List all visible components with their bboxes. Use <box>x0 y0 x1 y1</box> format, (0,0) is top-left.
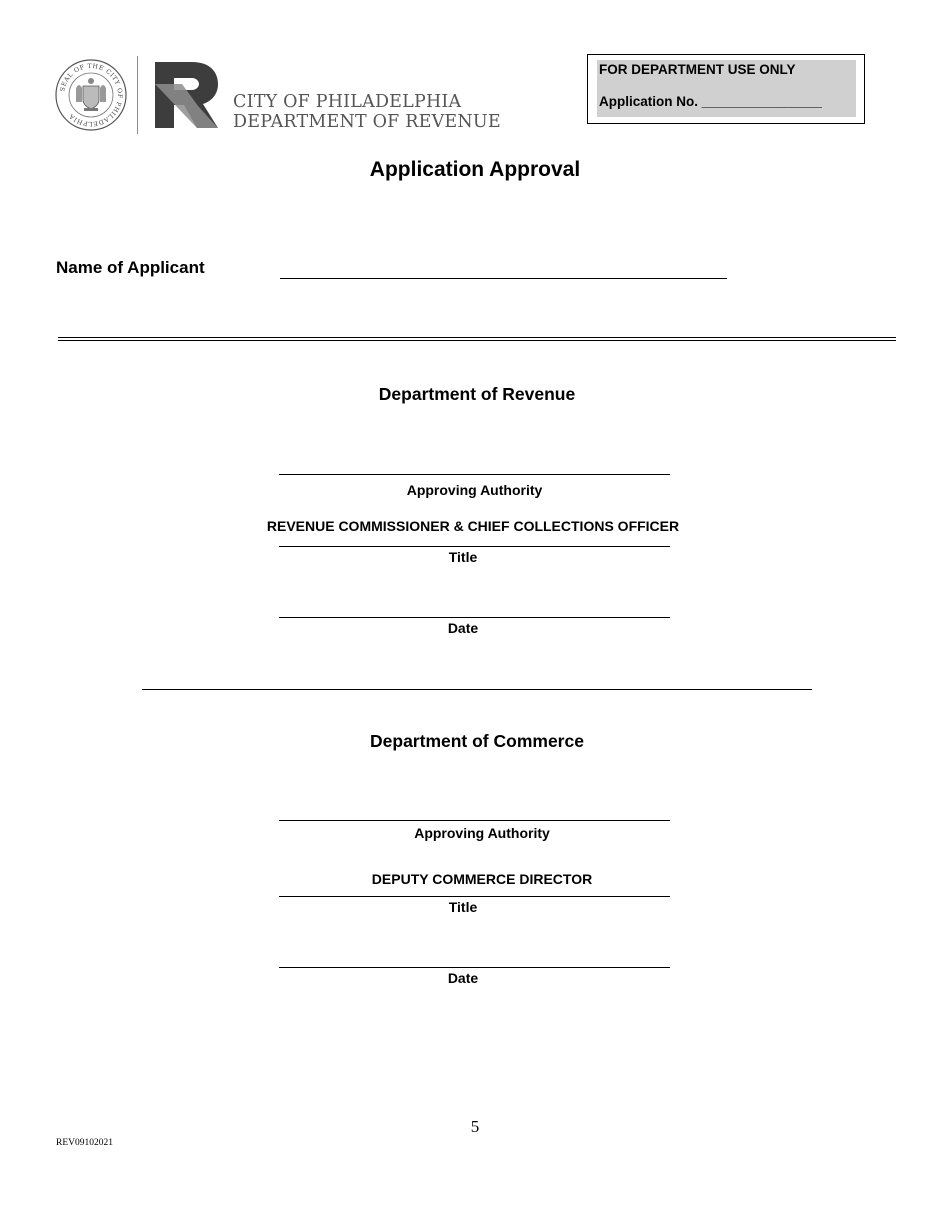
commerce-title-value: DEPUTY COMMERCE DIRECTOR <box>371 871 593 887</box>
revenue-r-logo-icon <box>152 60 222 130</box>
logo-divider <box>137 56 138 134</box>
revenue-title-value: REVENUE COMMISSIONER & CHIEF COLLECTIONS OFFICER <box>266 518 680 534</box>
section-divider-bottom <box>58 340 896 341</box>
revenue-title-label: Title <box>448 549 478 565</box>
applicant-name-label: Name of Applicant <box>56 258 205 277</box>
commerce-date-line[interactable] <box>279 967 670 968</box>
department-separator <box>142 689 812 690</box>
commerce-title-label: Title <box>448 899 478 915</box>
page-number: 5 <box>470 1117 480 1136</box>
revenue-date-label: Date <box>447 620 479 636</box>
application-number-field[interactable]: Application No. ________________ <box>599 94 822 109</box>
revenue-section-heading: Department of Revenue <box>378 384 576 404</box>
department-use-label: FOR DEPARTMENT USE ONLY <box>599 62 796 77</box>
revenue-title-line <box>279 546 670 547</box>
page-title: Application Approval <box>369 158 581 181</box>
revenue-date-line[interactable] <box>279 617 670 618</box>
commerce-title-line <box>279 896 670 897</box>
commerce-approving-authority-label: Approving Authority <box>414 825 550 841</box>
revenue-signature-line[interactable] <box>279 474 670 475</box>
department-use-box <box>587 54 865 124</box>
commerce-date-label: Date <box>447 970 479 986</box>
revenue-approving-authority-label: Approving Authority <box>406 482 543 498</box>
svg-text:SEAL OF THE CITY OF PHILADELPH: SEAL OF THE CITY OF PHILADELPHIA <box>59 62 124 128</box>
city-seal-icon <box>54 58 128 132</box>
brand-line-city: CITY OF PHILADELPHIA <box>233 92 462 112</box>
form-code: REV09102021 <box>56 1138 113 1148</box>
commerce-section-heading: Department of Commerce <box>370 731 584 751</box>
section-divider-top <box>58 337 896 338</box>
applicant-name-field[interactable] <box>280 278 727 279</box>
commerce-signature-line[interactable] <box>279 820 670 821</box>
brand-text <box>233 92 501 132</box>
brand-line-department: DEPARTMENT OF REVENUE <box>233 112 501 132</box>
